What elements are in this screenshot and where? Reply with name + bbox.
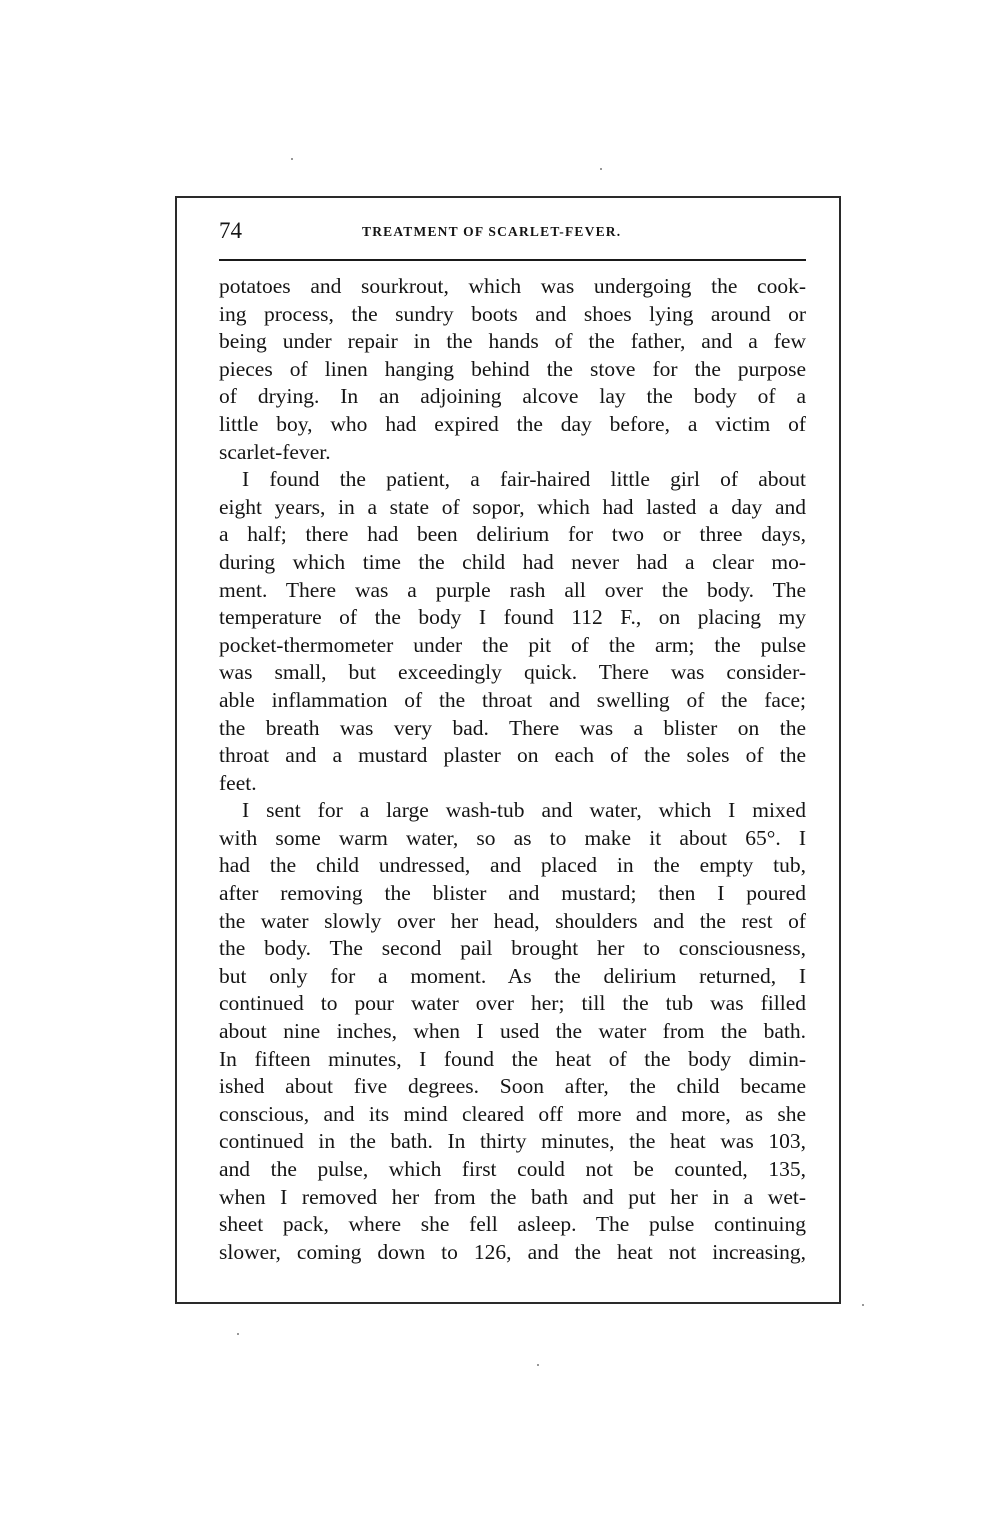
text-line: temperature of the body I found 112 F., on placing my: [219, 605, 806, 630]
text-line: ing process, the sundry boots and shoes lying around or: [219, 301, 806, 326]
text-line: throat and a mustard plaster on each of the soles of the: [219, 743, 806, 768]
text-line: a half; there had been delirium for two or three days,: [219, 522, 806, 547]
speck: [537, 1364, 539, 1366]
text-line: when I removed her from the bath and put her in a wet-: [219, 1184, 806, 1209]
paragraph-start-line: I sent for a large wash-tub and water, which I mixed: [242, 798, 806, 823]
text-line: eight years, in a state of sopor, which had lasted a day and: [219, 494, 806, 519]
text-line: continued in the bath. In thirty minutes, the heat was 103,: [219, 1129, 806, 1154]
text-line: continued to pour water over her; till the tub was filled: [219, 991, 806, 1016]
text-line: ished about five degrees. Soon after, the child became: [219, 1074, 806, 1099]
text-line: was small, but exceedingly quick. There was consider-: [219, 660, 806, 685]
speck: [291, 158, 293, 160]
text-line: sheet pack, where she fell asleep. The pulse continuing: [219, 1212, 806, 1237]
text-line: pocket-thermometer under the pit of the arm; the pulse: [219, 632, 806, 657]
text-line: slower, coming down to 126, and the heat not increasing,: [219, 1239, 806, 1264]
text-line: during which time the child had never had a clear mo-: [219, 549, 806, 574]
text-line: had the child undressed, and placed in the empty tub,: [219, 853, 806, 878]
text-line: being under repair in the hands of the father, and a few: [219, 329, 806, 354]
text-line: the body. The second pail brought her to consciousness,: [219, 936, 806, 961]
page-header: [219, 216, 805, 248]
page-number: 74: [219, 218, 242, 243]
text-line: scarlet-fever.: [219, 439, 331, 464]
text-line: the breath was very bad. There was a blister on the: [219, 715, 806, 740]
running-title: TREATMENT OF SCARLET-FEVER.: [362, 224, 622, 239]
speck: [600, 168, 602, 170]
header-rule: [219, 259, 806, 261]
text-line: of drying. In an adjoining alcove lay the body of a: [219, 384, 806, 409]
text-line: ment. There was a purple rash all over the body. The: [219, 577, 806, 602]
text-line: with some warm water, so as to make it about 65°. I: [219, 825, 806, 850]
text-line: but only for a moment. As the delirium returned, I: [219, 963, 806, 988]
text-line: and the pulse, which first could not be counted, 135,: [219, 1157, 806, 1181]
speck: [237, 1333, 239, 1335]
text-line: pieces of linen hanging behind the stove for the purpose: [219, 356, 806, 381]
text-line: about nine inches, when I used the water from the bath.: [219, 1019, 806, 1044]
body-text: [219, 273, 806, 1266]
text-line: after removing the blister and mustard; then I poured: [219, 881, 806, 906]
text-line: In fifteen minutes, I found the heat of the body dimin-: [219, 1046, 806, 1071]
paragraph-start-line: I found the patient, a fair-haired little girl of about: [242, 467, 806, 492]
text-line: little boy, who had expired the day before, a victim of: [219, 411, 806, 436]
speck: [862, 1304, 864, 1306]
text-line: feet.: [219, 770, 257, 795]
text-line: conscious, and its mind cleared off more and more, as she: [219, 1101, 806, 1126]
text-line: potatoes and sourkrout, which was undergoing the cook-: [219, 274, 806, 298]
text-line: the water slowly over her head, shoulders and the rest of: [219, 908, 806, 933]
text-line: able inflammation of the throat and swelling of the face;: [219, 687, 806, 712]
